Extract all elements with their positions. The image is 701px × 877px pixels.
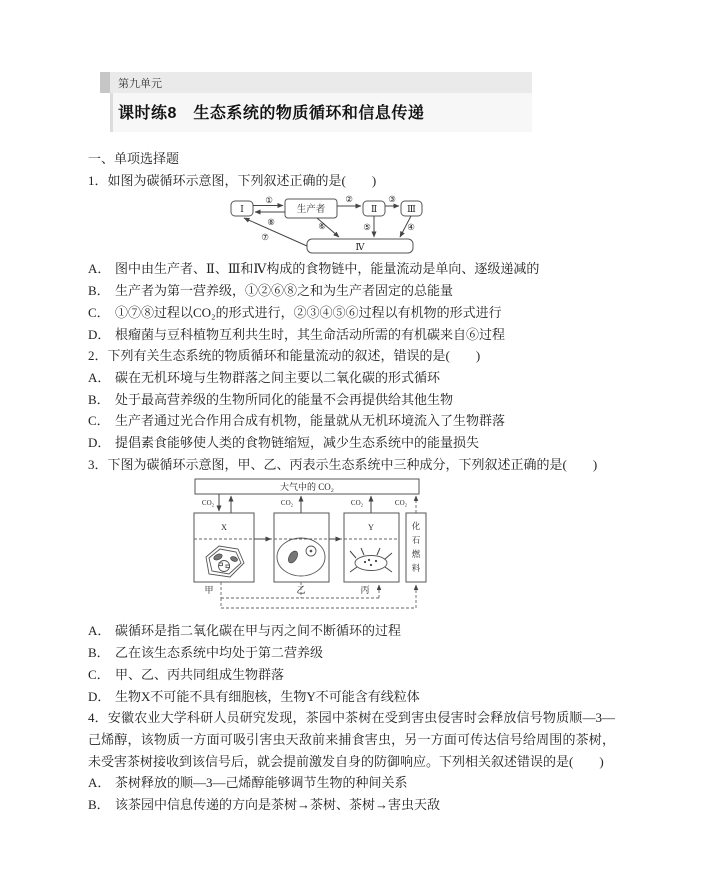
arrow-8-label: ⑧ <box>267 217 275 228</box>
question-2-number: 2． <box>88 348 108 364</box>
yi-box <box>274 513 329 582</box>
bing-label: 丙 <box>360 585 370 596</box>
question-1-option-a: A． 图中由生产者、Ⅱ、Ⅲ和Ⅳ构成的食物链中，能量流动是单向、逐级递减的 <box>88 261 540 277</box>
question-1-option-b: B． 生产者为第一营养级，①②⑥⑧之和为生产者固定的总能量 <box>88 283 454 299</box>
diagram-1-svg <box>226 192 426 256</box>
organism-x-label: X <box>221 523 227 533</box>
yi-label: 乙 <box>296 585 306 596</box>
unit-bar <box>110 72 532 93</box>
unit-accent-square <box>100 72 110 93</box>
arrow-1-label: ① <box>265 195 273 206</box>
question-3-option-b: B． 乙在该生态系统中均处于第二营养级 <box>88 645 324 661</box>
question-4-number: 4． <box>88 710 108 726</box>
question-2-option-b: B． 处于最高营养级的生物所同化的能量不会再提供给其他生物 <box>88 391 454 407</box>
question-3-option-c: C． 甲、乙、丙共同组成生物群落 <box>88 666 285 682</box>
fossil-char-2: 石 <box>411 535 421 546</box>
co2-label-bing: CO₂ <box>350 499 364 508</box>
question-2-stem: 2．下列有关生态系统的物质循环和能量流动的叙述，错误的是( ) <box>88 348 481 364</box>
fossil-char-4: 料 <box>411 563 421 574</box>
question-4-option-a: A． 茶树释放的顺—3—己烯醇能够调节生物的种间关系 <box>88 775 408 791</box>
title-bar <box>110 93 532 132</box>
co2-label-jia: CO₂ <box>201 499 215 508</box>
fossil-char-3: 燃 <box>411 549 421 560</box>
atmosphere-label: 大气中的 CO₂ <box>280 482 334 493</box>
node-IV-label: Ⅳ <box>355 242 365 253</box>
arrow-2-label: ② <box>345 194 353 205</box>
arrow-6-label: ⑥ <box>318 221 326 232</box>
question-4-stem: 4．安徽农业大学科研人员研究发现，茶园中茶树在受到害虫侵害时会释放信号物质顺—3—己烯醇，该物质一方面可吸引害虫天敌前来捕食害虫，另一方面可传达信号给周围的茶树，未受害茶树接收到该信号后，就会提前激发自身的防御响应。下列相关叙述错误的是( ) <box>88 710 615 769</box>
co2-label-fossil: CO₂ <box>394 499 408 508</box>
arrow-7-label: ⑦ <box>261 232 269 243</box>
question-4-option-b: B． 该茶园中信息传递的方向是茶树→茶树、茶树→害虫天敌 <box>88 797 441 813</box>
unit-label: 第九单元 <box>118 77 162 90</box>
section-heading: 一、单项选择题 <box>88 151 180 166</box>
question-3-option-a: A． 碳循环是指二氧化碳在甲与丙之间不断循环的过程 <box>88 623 402 639</box>
question-3-stem: 3．下图为碳循环示意图，甲、乙、丙表示生态系统中三种成分，下列叙述正确的是( ) <box>88 456 598 472</box>
diagram-2-svg <box>178 477 430 617</box>
question-3-option-d: D． 生物X不可能不具有细胞核，生物Y不可能含有线粒体 <box>88 688 420 704</box>
arrow-7-line <box>244 218 307 246</box>
node-I-label: Ⅰ <box>240 204 244 215</box>
page-header <box>110 72 532 132</box>
question-1-option-d: D． 根瘤菌与豆科植物互利共生时，其生命活动所需的有机碳来自⑥过程 <box>88 326 506 342</box>
page-title: 课时练8 生态系统的物质循环和信息传递 <box>118 105 425 122</box>
question-1-number: 1． <box>88 172 108 188</box>
arrow-3-label: ③ <box>388 194 396 205</box>
carbon-cycle-diagram-2 <box>178 477 430 617</box>
question-3-number: 3． <box>88 456 108 472</box>
question-1-stem: 1．如图为碳循环示意图，下列叙述正确的是( ) <box>88 172 377 188</box>
question-2-option-c: C． 生产者通过光合作用合成有机物，能量就从无机环境流入了生物群落 <box>88 413 506 429</box>
fossil-char-1: 化 <box>411 521 421 532</box>
jia-label: 甲 <box>204 585 214 596</box>
node-III-label: Ⅲ <box>407 204 416 215</box>
question-2-option-d: D． 提倡素食能够使人类的食物链缩短，减少生态系统中的能量损失 <box>88 435 480 451</box>
node-producer-label: 生产者 <box>296 205 326 216</box>
question-1-option-c: C． ①⑦⑧过程以CO₂的形式进行，②③④⑤⑥过程以有机物的形式进行 <box>88 304 502 320</box>
carbon-cycle-diagram-1 <box>226 192 426 256</box>
arrow-5-label: ⑤ <box>363 222 371 233</box>
organism-y-label: Y <box>368 523 374 533</box>
arrow-4-label: ④ <box>407 222 415 233</box>
node-II-label: Ⅱ <box>370 204 378 215</box>
question-2-option-a: A． 碳在无机环境与生物群落之间主要以二氧化碳的形式循环 <box>88 369 441 385</box>
co2-label-yi: CO₂ <box>280 499 294 508</box>
worksheet-content <box>88 148 615 816</box>
